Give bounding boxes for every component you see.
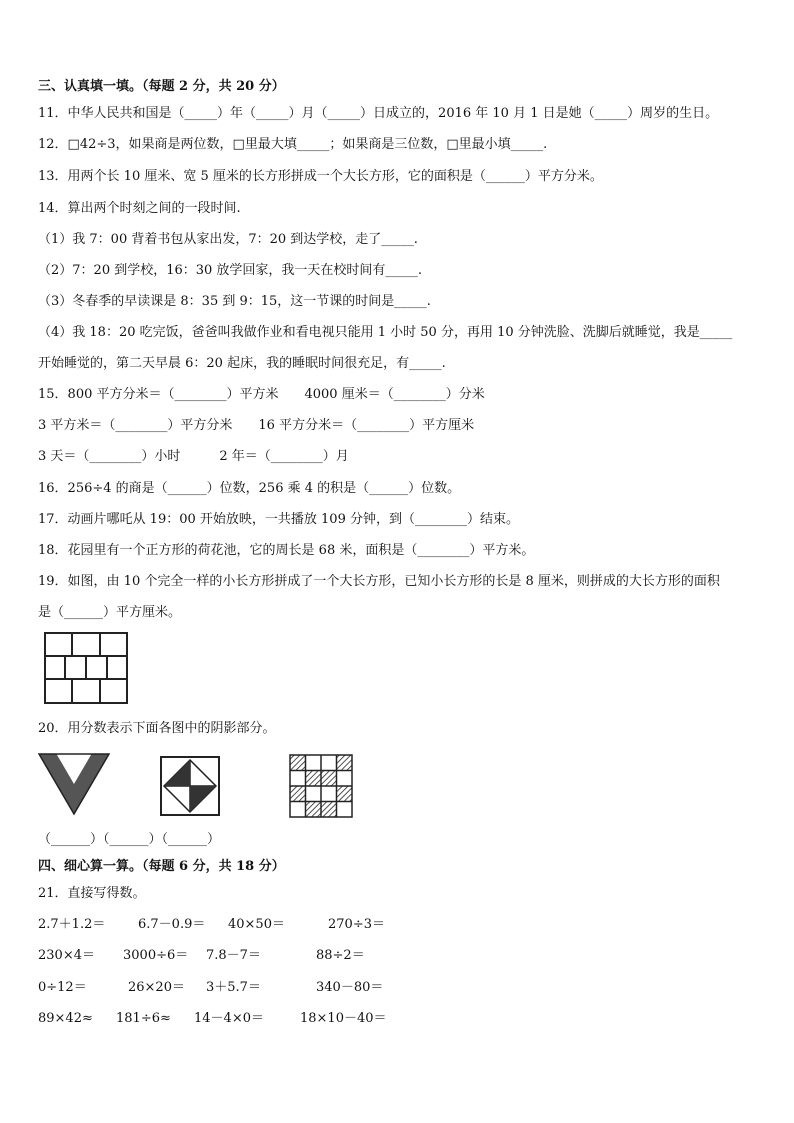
question-15-line3: 3 天＝（________）小时 2 年＝（________）月: [38, 449, 349, 464]
calc-item: 7.8－7＝: [206, 948, 261, 963]
calc-item: 40×50＝: [228, 917, 285, 932]
shaded-triangle-figure: [38, 752, 110, 816]
question-14: 14．算出两个时刻之间的一段时间.: [38, 201, 241, 216]
question-13: 13．用两个长 10 厘米、宽 5 厘米的长方形拼成一个大长方形，它的面积是（______）平方分米。: [38, 169, 603, 184]
calc-item: 0÷12＝: [38, 980, 87, 995]
rectangle-tiling-figure: [44, 632, 128, 704]
question-20-answers: （______）（______）（______）: [38, 832, 221, 847]
section-4-title: 四、细心算一算。（每题 6 分，共 18 分）: [38, 859, 285, 874]
calc-item: 270÷3＝: [328, 917, 385, 932]
calc-item: 88÷2＝: [316, 948, 365, 963]
question-11: 11．中华人民共和国是（_____）年（_____）月（_____）日成立的，2016 年 10 月 1 日是她（_____）周岁的生日。: [38, 106, 719, 121]
calc-item: 181÷6≈: [116, 1011, 171, 1026]
calc-item: 3000÷6＝: [123, 948, 189, 963]
question-18: 18．花园里有一个正方形的荷花池，它的周长是 68 米，面积是（________）平方米。: [38, 543, 535, 558]
question-21: 21．直接写得数。: [38, 886, 146, 901]
question-14-3: （3）冬春季的早读课是 8：35 到 9：15，这一节课的时间是_____.: [38, 294, 431, 309]
calc-item: 2.7＋1.2＝: [38, 917, 106, 932]
calc-item: 89×42≈: [38, 1011, 93, 1026]
question-14-4-line1: （4）我 18：20 吃完饭，爸爸叫我做作业和看电视只能用 1 小时 50 分，再用 10 分钟洗脸、洗脚后就睡觉，我是_____: [38, 325, 733, 340]
question-14-1: （1）我 7：00 背着书包从家出发，7：20 到达学校，走了_____.: [38, 232, 418, 247]
section-3-title: 三、认真填一填。（每题 2 分，共 20 分）: [38, 79, 285, 94]
calc-item: 14－4×0＝: [194, 1011, 264, 1026]
question-19-line2: 是（______）平方厘米。: [38, 605, 182, 620]
calc-item: 230×4＝: [38, 948, 95, 963]
question-12: 12．□42÷3，如果商是两位数，□里最大填_____；如果商是三位数，□里最小填_____.: [38, 137, 548, 152]
calc-item: 6.7－0.9＝: [138, 917, 206, 932]
question-15-line2: 3 平方米＝（________）平方分米 16 平方分米＝（________）平方厘米: [38, 418, 475, 433]
question-19-line1: 19．如图，由 10 个完全一样的小长方形拼成了一个大长方形，已知小长方形的长是 8 厘米，则拼成的大长方形的面积: [38, 574, 720, 589]
hatched-grid-figure: [289, 754, 353, 818]
calc-item: 26×20＝: [128, 980, 185, 995]
calc-item: 3＋5.7＝: [206, 980, 261, 995]
shaded-diamond-square-figure: [160, 756, 220, 816]
question-15-line1: 15．800 平方分米＝（________）平方米 4000 厘米＝（________）分米: [38, 387, 485, 402]
calc-item: 340－80＝: [316, 980, 384, 995]
question-20: 20．用分数表示下面各图中的阴影部分。: [38, 721, 276, 736]
calc-item: 18×10－40＝: [300, 1011, 387, 1026]
question-16: 16．256÷4 的商是（______）位数，256 乘 4 的积是（______）位数。: [38, 481, 461, 496]
question-14-2: （2）7：20 到学校，16：30 放学回家，我一天在校时间有_____.: [38, 263, 423, 278]
question-14-4-line2: 开始睡觉的，第二天早晨 6：20 起床，我的睡眠时间很充足，有_____.: [38, 356, 446, 371]
question-17: 17．动画片哪吒从 19：00 开始放映，一共播放 109 分钟，到（________）结束。: [38, 512, 519, 527]
